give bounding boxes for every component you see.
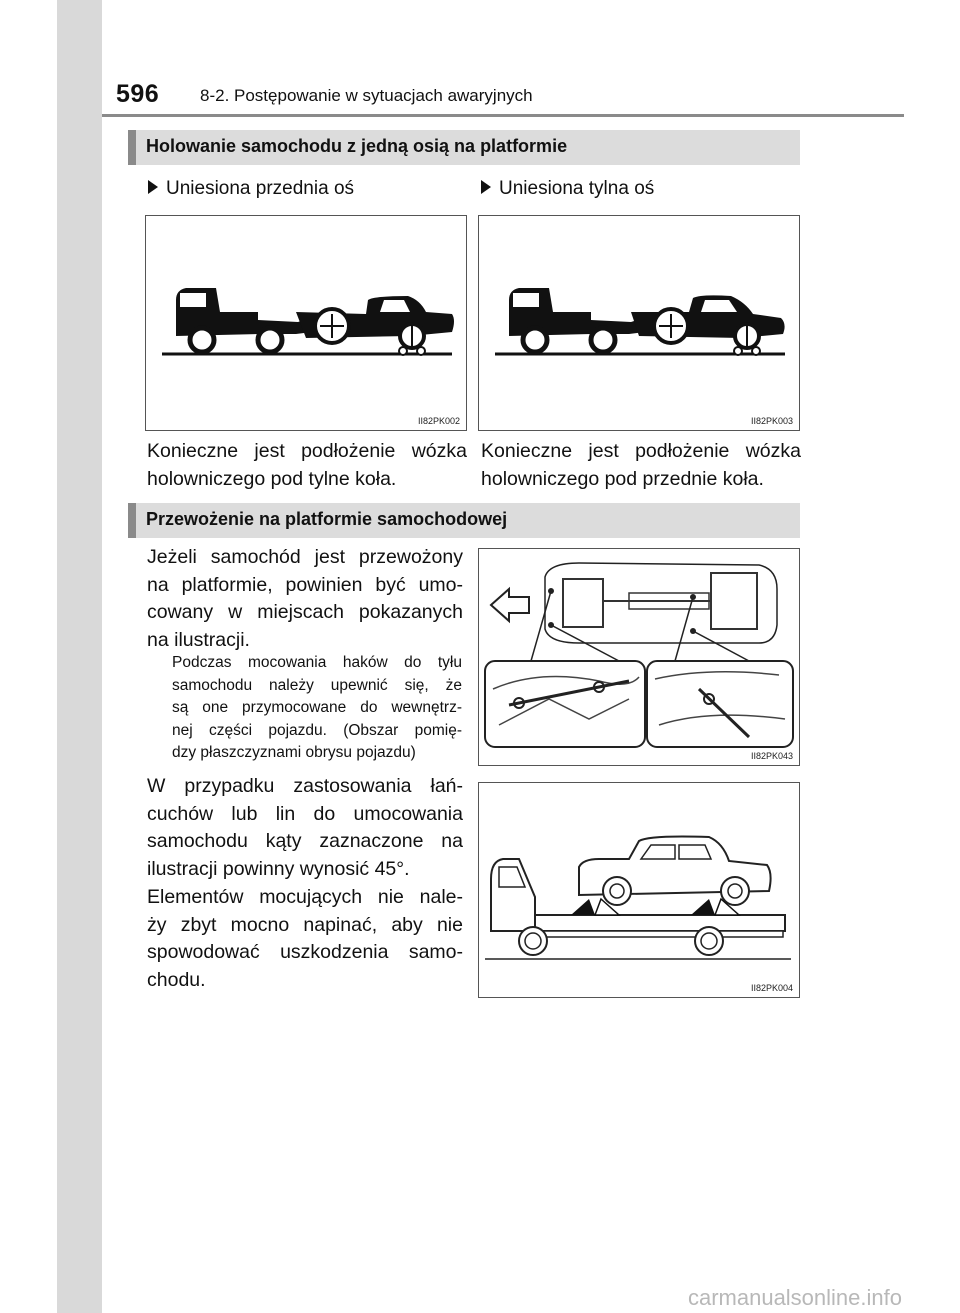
header-rule [102, 114, 904, 117]
page-sidebar-tab [57, 0, 102, 1313]
figure-tie-down-points [478, 548, 800, 766]
bullet-arrow-icon [148, 180, 158, 194]
figure-code: II82PK003 [750, 416, 793, 426]
tow-truck-rear-illustration [479, 216, 800, 431]
chapter-title: 8-2. Postępowanie w sytuacjach awaryjnych [200, 86, 533, 105]
note-hooks: Podczas mocowania haków do tyłu samochodu należy upewnić się, że są one przymocowane do wewnętrz- nej części pojazdu. (Obszar pomię- dzy płaszczyznami obrysu pojazdu) [172, 654, 462, 761]
section-heading-transport: Przewożenie na platformie samochodowej [128, 503, 800, 538]
chassis-hooks-illustration [479, 549, 800, 766]
paragraph-angles: W przypadku zastosowania łań- cuchów lub lin do umocowania samochodu kąty zaznaczone na ilustracji powinny wynosić 45°. [147, 775, 463, 880]
paragraph-tension: Elementów mocujących nie nale- ży zbyt mocno napinać, aby nie spowodować uszkodzenia samo- chodu. [147, 886, 463, 991]
watermark: carmanualsonline.info [687, 1285, 902, 1310]
figure-code: II82PK043 [750, 751, 793, 761]
figure-code: II82PK002 [417, 416, 460, 426]
section-heading-towing: Holowanie samochodu z jedną osią na platformie [128, 130, 800, 165]
bullet-arrow-icon [481, 180, 491, 194]
bullet-front-axle: Uniesiona przednia oś [148, 178, 354, 200]
caption-front-axle: Konieczne jest podłożenie wózka holowniczego pod tylne koła. [147, 440, 467, 490]
figure-front-axle-raised [145, 215, 467, 431]
page-number: 596 [116, 80, 160, 108]
figure-car-on-transporter [478, 782, 800, 998]
figure-code: II82PK004 [750, 983, 793, 993]
bullet-rear-axle: Uniesiona tylna oś [481, 178, 654, 200]
figure-rear-axle-raised [478, 215, 800, 431]
paragraph-transport: Jeżeli samochód jest przewożony na platformie, powinien być umo- cowany w miejscach pokazanych na ilustracji. [147, 546, 463, 651]
caption-rear-axle: Konieczne jest podłożenie wózka holowniczego pod przednie koła. [481, 440, 801, 490]
tow-truck-front-illustration [146, 216, 467, 431]
transporter-illustration [479, 783, 800, 998]
